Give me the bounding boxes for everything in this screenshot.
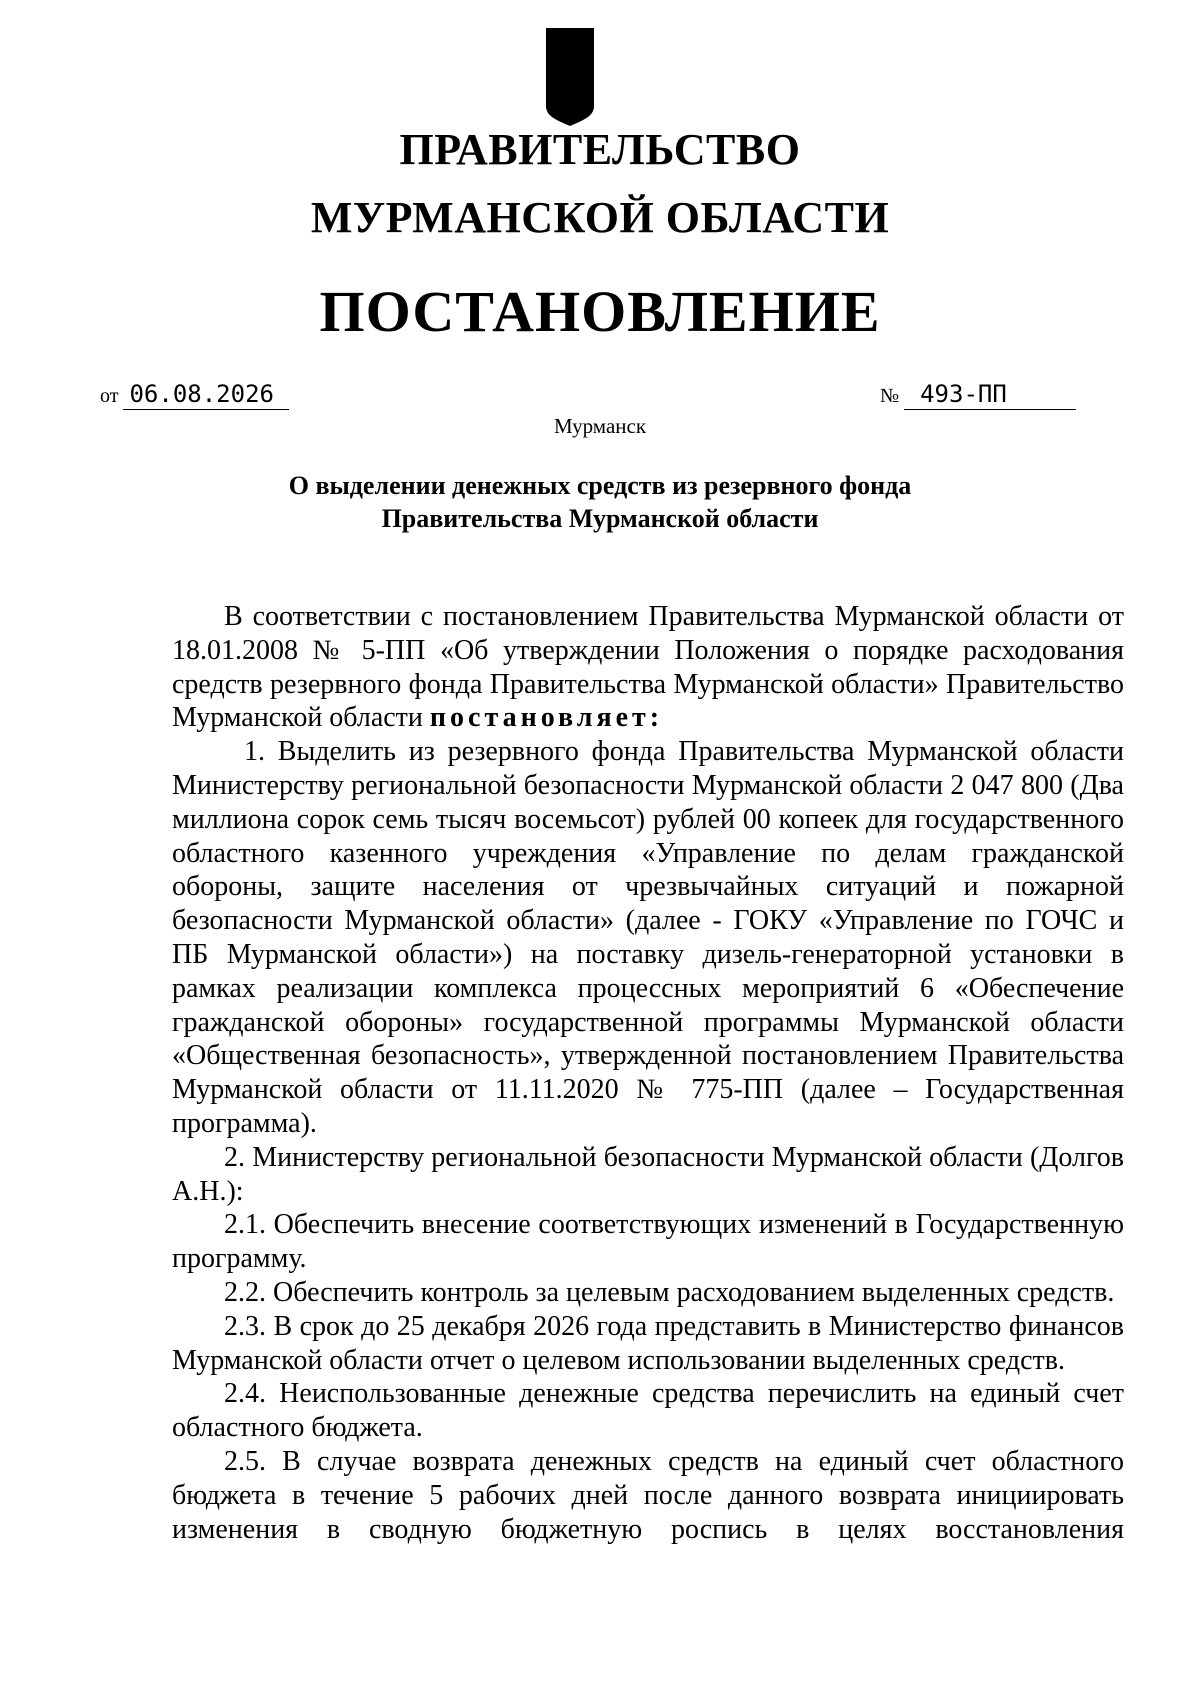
- government-name-line1: ПРАВИТЕЛЬСТВО: [399, 125, 801, 174]
- document-body: [172, 600, 1124, 1546]
- coat-of-arms-emblem-icon: [546, 28, 594, 126]
- number-prefix: №: [880, 385, 900, 407]
- subject-line2: Правительства Мурманской области: [381, 504, 819, 533]
- document-date: [100, 380, 289, 410]
- document-subject: [0, 469, 1200, 535]
- date-value: 06.08.2026: [123, 380, 289, 410]
- document-number: [880, 380, 1076, 410]
- paragraph-2-2: 2.2. Обеспечить контроль за целевым расходованием выделенных средств.: [224, 1276, 1115, 1308]
- paragraph-2: 2. Министерству региональной безопасности Мурманской области (Долгов А.Н.):: [172, 1141, 1124, 1207]
- subject-line1: О выделении денежных средств из резервного фонда: [288, 471, 912, 500]
- paragraph-1: 1. Выделить из резервного фонда Правительства Мурманской области Министерству региональной безопасности Мурманской области 2 047 800 (Два миллиона сорок семь тысяч восемьсот) рублей 00 копеек для государственного областного казенного учреждения «Управление по делам гражданской обороны, защите населения от чрезвычайных ситуаций и пожарной безопасности Мурманской области» (далее - ГОКУ «Управление по ГОЧС и ПБ Мурманской области») на поставку дизель-генераторной установки в рамках реализации комплекса процессных мероприятий 6 «Обеспечение гражданской обороны» государственной программы Мурманской области «Общественная безопасность», утвержденной постановлением Правительства Мурманской области от 11.11.2020 № 775-ПП (далее – Государственная программа).: [172, 736, 1124, 1139]
- preamble-paragraph: [172, 600, 1124, 735]
- preamble-action: постановляет:: [429, 702, 664, 734]
- paragraph-2-3: 2.3. В срок до 25 декабря 2026 года представить в Министерство финансов Мурманской области отчет о целевом использовании выделенных средств.: [172, 1310, 1124, 1376]
- government-name-line2: МУРМАНСКОЙ ОБЛАСТИ: [310, 193, 890, 242]
- paragraph-2-5: 2.5. В случае возврата денежных средств на единый счет областного бюджета в течение 5 рабочих дней после данного возврата инициировать изменения в сводную бюджетную роспись в целях восстановления: [172, 1445, 1124, 1545]
- paragraph-2-1: 2.1. Обеспечить внесение соответствующих изменений в Государственную программу.: [172, 1209, 1124, 1275]
- city-name: Мурманск: [553, 414, 647, 438]
- preamble-text: В соответствии с постановлением Правительства Мурманской области от 18.01.2008 № 5-ПП «Об утверждении Положения о порядке расходования средств резервного фонда Правительства Мурманской области» Правительство Мурманской области: [172, 601, 1124, 734]
- date-prefix: от: [100, 385, 119, 407]
- document-type-title: ПОСТАНОВЛЕНИЕ: [319, 279, 881, 344]
- number-value: 493-ПП: [904, 380, 1076, 410]
- paragraph-2-4: 2.4. Неиспользованные денежные средства перечислить на единый счет областного бюджета.: [172, 1378, 1124, 1444]
